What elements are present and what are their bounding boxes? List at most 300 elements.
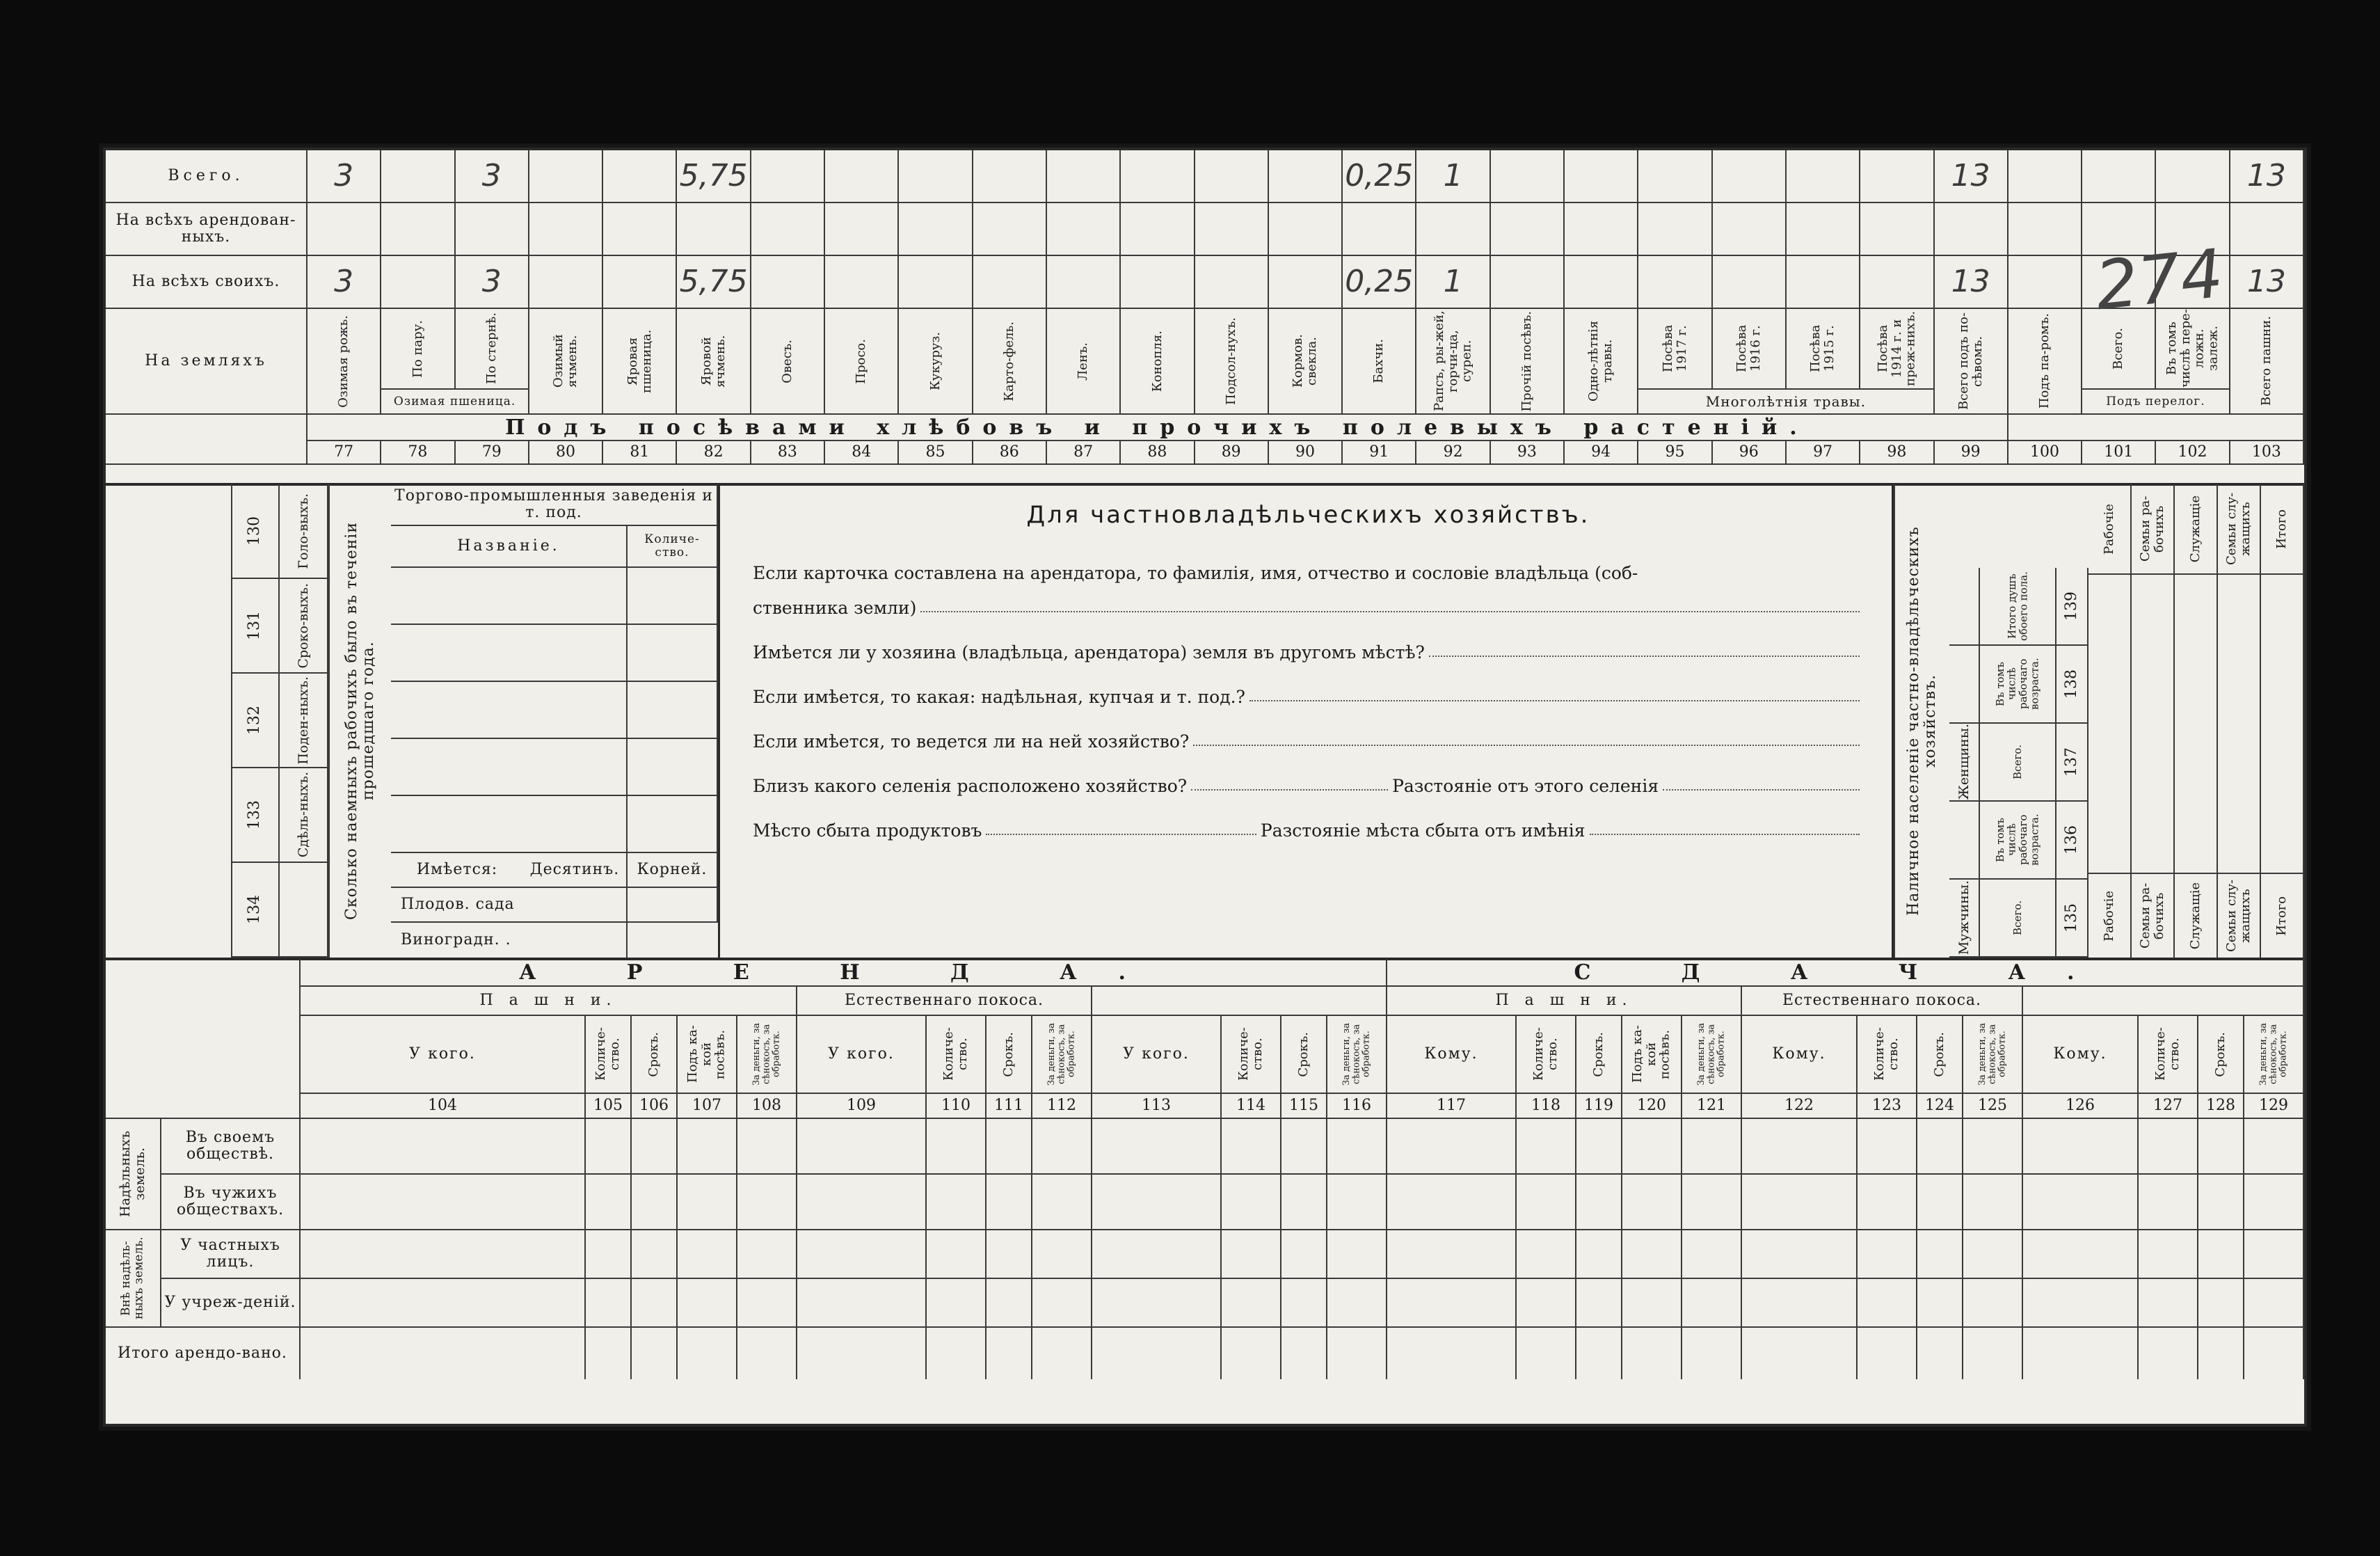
column-number: 87 [1047, 441, 1121, 465]
lease-cell [797, 1279, 927, 1328]
column-number: 77 [308, 441, 381, 465]
total-leased-cell [2198, 1328, 2244, 1379]
lease-cell [1281, 1119, 1327, 1175]
lease-col-header [737, 1016, 797, 1094]
lease-cell [927, 1230, 987, 1279]
column-number: 96 [1713, 441, 1787, 465]
lease-cell [1622, 1175, 1682, 1230]
own-cell [1121, 256, 1195, 309]
total-leased-cell [927, 1328, 987, 1379]
lease-col-header-label: За деньги, за сѣнокосъ, за обработк. [2258, 1023, 2289, 1086]
row-label-lands: На земляхъ [106, 309, 308, 415]
column-number: 93 [1491, 441, 1565, 465]
rented-cell [1638, 203, 1712, 256]
population-sub [1980, 568, 2056, 646]
column-number: 99 [1935, 441, 2008, 465]
total-leased-cell [2023, 1328, 2139, 1379]
number-row-spacer [106, 415, 308, 465]
staff-cell [2175, 575, 2218, 874]
crop-header [1935, 309, 2008, 415]
own-cell: 3 [456, 256, 529, 309]
lease-cell [301, 1175, 586, 1230]
crop-header-label: Одно-лѣтнiя травы. [1586, 320, 1615, 402]
worker-type [280, 768, 328, 863]
lease-cell [2023, 1119, 2139, 1175]
staff-cell [2132, 575, 2175, 874]
column-number: 78 [381, 441, 455, 465]
question-owner-cont: ственника земли) [753, 583, 1864, 618]
population-sub [1980, 724, 2056, 802]
hired-workers-caption: Сколько наемныхъ рабочихъ было въ теченiи прошедшаго года. [328, 484, 391, 958]
lease-col-header-label: Срокъ. [1932, 1031, 1947, 1077]
population-sub-label: Въ томъ числѣ рабочаго возраста. [1994, 658, 2041, 710]
question-owner: Если карточка составлена на арендатора, то фамилiя, имя, отчество и сословiе владѣльца (соб- [753, 563, 1638, 583]
lease-cell [586, 1279, 632, 1328]
crop-header [1638, 309, 1712, 390]
question-village: Близъ какого селенiя расположено хозяйство? Разстоянiе отъ этого селенiя [753, 752, 1864, 796]
lease-col-header-label: За деньги, за сѣнокосъ, за обработк. [1046, 1023, 1077, 1086]
lease-col-header-label: У кого. [828, 1045, 895, 1063]
own-cell [1047, 256, 1121, 309]
worker-number-label: 133 [245, 800, 263, 829]
worker-type-label: Сроко-выхъ. [295, 582, 311, 669]
arenda-title: А Р Е Н Д А. [301, 959, 1387, 987]
lease-cell [1917, 1119, 1963, 1175]
lease-col-number: 126 [2023, 1094, 2139, 1119]
lease-col-header [2198, 1016, 2244, 1094]
total-cell: 5,75 [677, 150, 751, 203]
lease-col-header-label: Срокъ. [646, 1031, 662, 1077]
crop-header [2008, 309, 2082, 415]
rented-cell [1195, 203, 1269, 256]
own-cell [2008, 256, 2082, 309]
lease-col-header-label: Срокъ. [1001, 1031, 1016, 1077]
total-leased-cell [1742, 1328, 1858, 1379]
crop-header [751, 309, 825, 415]
worker-number-label: 134 [245, 895, 263, 924]
left-margin [106, 484, 232, 958]
total-leased-cell [1517, 1328, 1576, 1379]
total-cell [1638, 150, 1712, 203]
worker-number-label: 132 [245, 706, 263, 735]
lease-col-number: 120 [1622, 1094, 1682, 1119]
lease-cell [1327, 1175, 1387, 1230]
population-sub-label: Всего. [2011, 900, 2024, 935]
lease-col-header [1576, 1016, 1622, 1094]
lease-cell [797, 1175, 927, 1230]
staff-header-label: Семьи ра-бочихъ [2138, 495, 2166, 562]
lease-cell [1387, 1279, 1517, 1328]
rented-cell [1491, 203, 1565, 256]
lease-col-header-label: Количе-ство. [593, 1027, 622, 1081]
total-cell [1860, 150, 1934, 203]
rented-cell [603, 203, 677, 256]
own-cell [1491, 256, 1565, 309]
lease-cell [1222, 1279, 1281, 1328]
crop-header [1195, 309, 1269, 415]
column-number: 80 [529, 441, 603, 465]
population-number-label: 137 [2062, 747, 2080, 777]
lease-col-number: 122 [1742, 1094, 1858, 1119]
column-number: 89 [1195, 441, 1269, 465]
lease-cell [301, 1279, 586, 1328]
lease-cell [1222, 1119, 1281, 1175]
staff-footer [2132, 874, 2175, 958]
lease-cell [1092, 1279, 1222, 1328]
rented-cell [308, 203, 381, 256]
lease-cell [586, 1230, 632, 1279]
lease-col-number: 129 [2244, 1094, 2304, 1119]
lease-cell [737, 1279, 797, 1328]
population-sub [1980, 646, 2056, 724]
population-number [2056, 646, 2089, 724]
own-cell [751, 256, 825, 309]
lease-cell [1281, 1279, 1327, 1328]
column-number: 95 [1638, 441, 1712, 465]
total-cell: 3 [456, 150, 529, 203]
lease-col-number: 112 [1032, 1094, 1092, 1119]
population-group [1949, 568, 1980, 646]
staff-footer [2175, 874, 2218, 958]
lease-cell [2023, 1230, 2139, 1279]
total-cell [2082, 150, 2156, 203]
lease-col-number: 109 [797, 1094, 927, 1119]
lease-col-header-label: Срокъ. [1591, 1031, 1606, 1077]
lease-col-header [1858, 1016, 1917, 1094]
lease-col-header [1092, 1016, 1222, 1094]
column-number: 97 [1787, 441, 1860, 465]
population-sub-label: Итого душъ обоего пола. [2005, 571, 2029, 641]
worker-number [231, 863, 280, 958]
crop-header [1787, 309, 1860, 390]
winter-wheat-group: Озимая пшеница. [381, 390, 529, 415]
lease-cell [1517, 1279, 1576, 1328]
crop-header-label: Бахчи. [1371, 339, 1387, 383]
lease-cell [1622, 1230, 1682, 1279]
rented-cell [2230, 203, 2304, 256]
lease-col-number: 114 [1222, 1094, 1281, 1119]
rented-cell [1565, 203, 1638, 256]
lease-col-header-label: Кому. [2053, 1045, 2107, 1063]
lease-cell [301, 1119, 586, 1175]
lease-cell [2244, 1279, 2304, 1328]
vineyard-korney [628, 923, 718, 958]
lease-cell [1387, 1175, 1517, 1230]
column-number: 86 [973, 441, 1047, 465]
column-number: 79 [456, 441, 529, 465]
own-cell [603, 256, 677, 309]
lease-cell [1682, 1119, 1742, 1175]
sdacha-title: С Д А Ч А. [1387, 959, 2304, 987]
lease-cell [1032, 1279, 1092, 1328]
crops-banner: Подъ посѣвами хлѣбовъ и прочихъ полевыхъ растенiй. [308, 415, 2008, 441]
total-leased-cell [1032, 1328, 1092, 1379]
lease-col-header [1281, 1016, 1327, 1094]
total-cell [1491, 150, 1565, 203]
lease-col-header-label: Количе-ство. [941, 1027, 970, 1081]
population-number-label: 139 [2062, 592, 2080, 621]
own-cell: 1 [1416, 256, 1490, 309]
own-cell [1638, 256, 1712, 309]
column-number: 90 [1269, 441, 1343, 465]
total-leased-cell [1327, 1328, 1387, 1379]
vineyard-desyatin [523, 923, 628, 958]
question-market: Мѣсто сбыта продуктовъ Разстоянiе мѣста сбыта отъ имѣнiя [753, 796, 1864, 841]
trade-block [391, 484, 720, 958]
population-group [1949, 646, 1980, 724]
lease-cell [1032, 1175, 1092, 1230]
lease-col-header [1917, 1016, 1963, 1094]
lease-col-header-label: Количе-ство. [1872, 1027, 1901, 1081]
allotment-group-label: Надѣльныхъ земель. [118, 1130, 147, 1218]
crop-header-label: Посѣва 1914 г. и преж-нихъ. [1875, 310, 1918, 387]
total-leased-cell [1281, 1328, 1327, 1379]
own-cell [899, 256, 973, 309]
lease-col-header-label: Срокъ. [1296, 1031, 1311, 1077]
worker-number-label: 131 [245, 611, 263, 640]
question-land-type: Если имѣется, то какая: надѣльная, купчая и т. под.? [753, 662, 1864, 707]
arenda-other [1092, 987, 1387, 1016]
lease-cell [1576, 1119, 1622, 1175]
lease-col-number: 118 [1517, 1094, 1576, 1119]
total-cell: 0,25 [1343, 150, 1416, 203]
crop-header [1121, 309, 1195, 415]
population-group [1949, 724, 1980, 802]
own-cell: 13 [2230, 256, 2304, 309]
lease-cell [2139, 1175, 2198, 1230]
rented-cell [1343, 203, 1416, 256]
private-title: Для частновладѣльческихъ хозяйствъ. [1026, 501, 1590, 529]
total-leased-label: Итого арендо-вано. [106, 1328, 301, 1379]
lease-col-header-label: Количе-ство. [2153, 1027, 2182, 1081]
orchard-korney [628, 888, 718, 923]
column-number: 91 [1343, 441, 1416, 465]
column-number: 92 [1416, 441, 1490, 465]
own-cell [381, 256, 455, 309]
lease-cell [1092, 1175, 1222, 1230]
crop-header [1491, 309, 1565, 415]
crop-header [1269, 309, 1343, 415]
crop-header [308, 309, 381, 415]
crop-header [529, 309, 603, 415]
trade-rows [391, 568, 718, 853]
total-cell [529, 150, 603, 203]
own-cell [1713, 256, 1787, 309]
rented-cell [1935, 203, 2008, 256]
total-cell [1565, 150, 1638, 203]
total-leased-cell [737, 1328, 797, 1379]
rented-cell [899, 203, 973, 256]
crop-header-label: Ленъ. [1076, 342, 1091, 381]
lease-cell [1963, 1279, 2023, 1328]
lease-col-header [586, 1016, 632, 1094]
crop-header-label: По пару. [410, 319, 425, 378]
staff-header [2218, 484, 2261, 575]
lease-cell [632, 1119, 678, 1175]
lease-col-header [2244, 1016, 2304, 1094]
crop-header [825, 309, 899, 415]
perennial-grass-group: Многолѣтнiя травы. [1638, 390, 1934, 415]
lease-cell [1576, 1230, 1622, 1279]
lease-col-header [678, 1016, 737, 1094]
total-cell [603, 150, 677, 203]
lease-cell [927, 1119, 987, 1175]
lease-row-label: У частныхъ лицъ. [161, 1230, 301, 1279]
lease-cell [1517, 1119, 1576, 1175]
trade-name-cell [391, 796, 628, 853]
crop-header-label: Подсол-нухъ. [1223, 317, 1238, 405]
worker-number [231, 674, 280, 768]
lease-col-header-label: Кому. [1772, 1045, 1826, 1063]
crop-header-label: Конопля. [1149, 330, 1165, 392]
staff-header [2089, 484, 2132, 575]
column-number: 82 [677, 441, 751, 465]
lease-cell [797, 1119, 927, 1175]
crop-header-label: Кукуруз. [927, 331, 943, 390]
crop-header [1416, 309, 1490, 415]
non-allotment-group [106, 1230, 161, 1328]
lease-section [106, 959, 2304, 1424]
column-number: 84 [825, 441, 899, 465]
orchard-desyatin [523, 888, 628, 923]
crop-header-label: Посѣва 1916 г. [1734, 324, 1763, 373]
lease-cell [301, 1230, 586, 1279]
crop-header-label: Озимый ячмень. [551, 334, 580, 388]
hired-workers-table [231, 484, 328, 958]
total-cell [751, 150, 825, 203]
rented-cell [973, 203, 1047, 256]
staff-header [2261, 484, 2304, 575]
lease-cell [1281, 1175, 1327, 1230]
lease-cell [1327, 1119, 1387, 1175]
trade-name-cell [391, 568, 628, 625]
crop-header-label: Въ томъ числѣ пере-ложн. залеж. [2164, 309, 2221, 388]
lease-col-header-label: У кого. [1123, 1045, 1190, 1063]
lease-cell [1917, 1175, 1963, 1230]
total-leased-cell [1917, 1328, 1963, 1379]
lease-col-number: 124 [1917, 1094, 1963, 1119]
lease-col-header [927, 1016, 987, 1094]
non-allotment-group-label: Внѣ надѣль-ныхъ земель. [119, 1237, 146, 1320]
lease-col-number: 115 [1281, 1094, 1327, 1119]
crop-header-label: Овесъ. [780, 339, 795, 383]
population-group [1949, 802, 1980, 880]
lease-cell [1032, 1119, 1092, 1175]
crop-header-label: По стернѣ. [484, 312, 499, 385]
lease-col-number: 121 [1682, 1094, 1742, 1119]
lease-cell [2139, 1230, 2198, 1279]
staff-cell [2261, 575, 2304, 874]
lease-cell [2198, 1119, 2244, 1175]
rented-cell [1713, 203, 1787, 256]
total-cell [899, 150, 973, 203]
lease-cell [1092, 1230, 1222, 1279]
own-cell [1860, 256, 1934, 309]
rented-cell [1121, 203, 1195, 256]
trade-count-cell [628, 739, 718, 796]
lease-col-number: 106 [632, 1094, 678, 1119]
rented-cell [2008, 203, 2082, 256]
staff-footer-label: Семьи ра-бочихъ [2138, 882, 2166, 949]
population-sub-label: Всего. [2011, 745, 2024, 779]
lease-row-label: У учреж-денiй. [161, 1279, 301, 1328]
private-households-block [725, 484, 1894, 958]
lease-col-header [987, 1016, 1032, 1094]
lease-col-header [1387, 1016, 1517, 1094]
question-other-land: Имѣется ли у хозяина (владѣльца, арендатора) земля въ другомъ мѣстѣ? [753, 618, 1864, 662]
census-card [103, 148, 2307, 1427]
worker-number [231, 484, 280, 579]
staff-footer-label: Рабочiе [2102, 890, 2117, 942]
rented-cell [1269, 203, 1343, 256]
lease-cell [1576, 1175, 1622, 1230]
total-leased-cell [987, 1328, 1032, 1379]
lease-col-header-label: Количе-ство. [1531, 1027, 1560, 1081]
lease-col-header [1222, 1016, 1281, 1094]
crop-header-label: Посѣва 1915 г. [1808, 324, 1837, 373]
crop-header-label: Всего. [2111, 328, 2126, 370]
lease-cell [632, 1175, 678, 1230]
banner-right-blank [2008, 415, 2304, 441]
sdacha-pashni: П а ш н и. [1387, 987, 1742, 1016]
own-cell: 5,75 [677, 256, 751, 309]
lease-cell [1858, 1175, 1917, 1230]
population-sub-label: Въ томъ числѣ рабочаго возраста. [1994, 813, 2041, 866]
lease-cell [737, 1119, 797, 1175]
crop-header-label: Прочiй посѣвъ. [1519, 310, 1534, 412]
lease-row-label: Въ чужихъ обществахъ. [161, 1175, 301, 1230]
worker-number [231, 768, 280, 863]
total-cell: 13 [1935, 150, 2008, 203]
lease-col-header-label: За деньги, за сѣнокосъ, за обработк. [1976, 1023, 2008, 1086]
lease-col-header-label: Количе-ство. [1236, 1027, 1265, 1081]
crop-header [603, 309, 677, 415]
population-table [1949, 484, 2089, 958]
lease-cell [737, 1230, 797, 1279]
column-number: 85 [899, 441, 973, 465]
lease-cell [1742, 1230, 1858, 1279]
lease-col-header [301, 1016, 586, 1094]
rented-cell [825, 203, 899, 256]
lease-col-header [1032, 1016, 1092, 1094]
column-number: 88 [1121, 441, 1195, 465]
crop-header-label: Просо. [854, 338, 869, 384]
lease-cell [2023, 1175, 2139, 1230]
lease-cell [1032, 1230, 1092, 1279]
lease-col-number: 127 [2139, 1094, 2198, 1119]
staff-footer-label: Служащiе [2188, 882, 2203, 950]
lease-cell [2139, 1119, 2198, 1175]
crop-header-label: Яровая пшеница. [625, 329, 654, 393]
own-cell: 0,25 [1343, 256, 1416, 309]
worker-type-label: Голо-выхъ. [295, 493, 311, 569]
lease-col-header [1517, 1016, 1576, 1094]
crop-header [1713, 309, 1787, 390]
total-leased-cell [2139, 1328, 2198, 1379]
lease-col-header [1963, 1016, 2023, 1094]
lease-col-header [797, 1016, 927, 1094]
lease-col-number: 108 [737, 1094, 797, 1119]
arenda-pokos: Естественнаго покоса. [797, 987, 1092, 1016]
crop-header-label: Всего подъ по-сѣвомъ. [1956, 312, 1985, 410]
trade-count-cell [628, 682, 718, 739]
rented-cell [1047, 203, 1121, 256]
trade-title: Торгово-промышленныя заведенiя и т. под. [391, 484, 718, 526]
total-leased-cell [1963, 1328, 2023, 1379]
lease-cell [586, 1175, 632, 1230]
own-cell [1787, 256, 1860, 309]
lease-cell [1222, 1230, 1281, 1279]
